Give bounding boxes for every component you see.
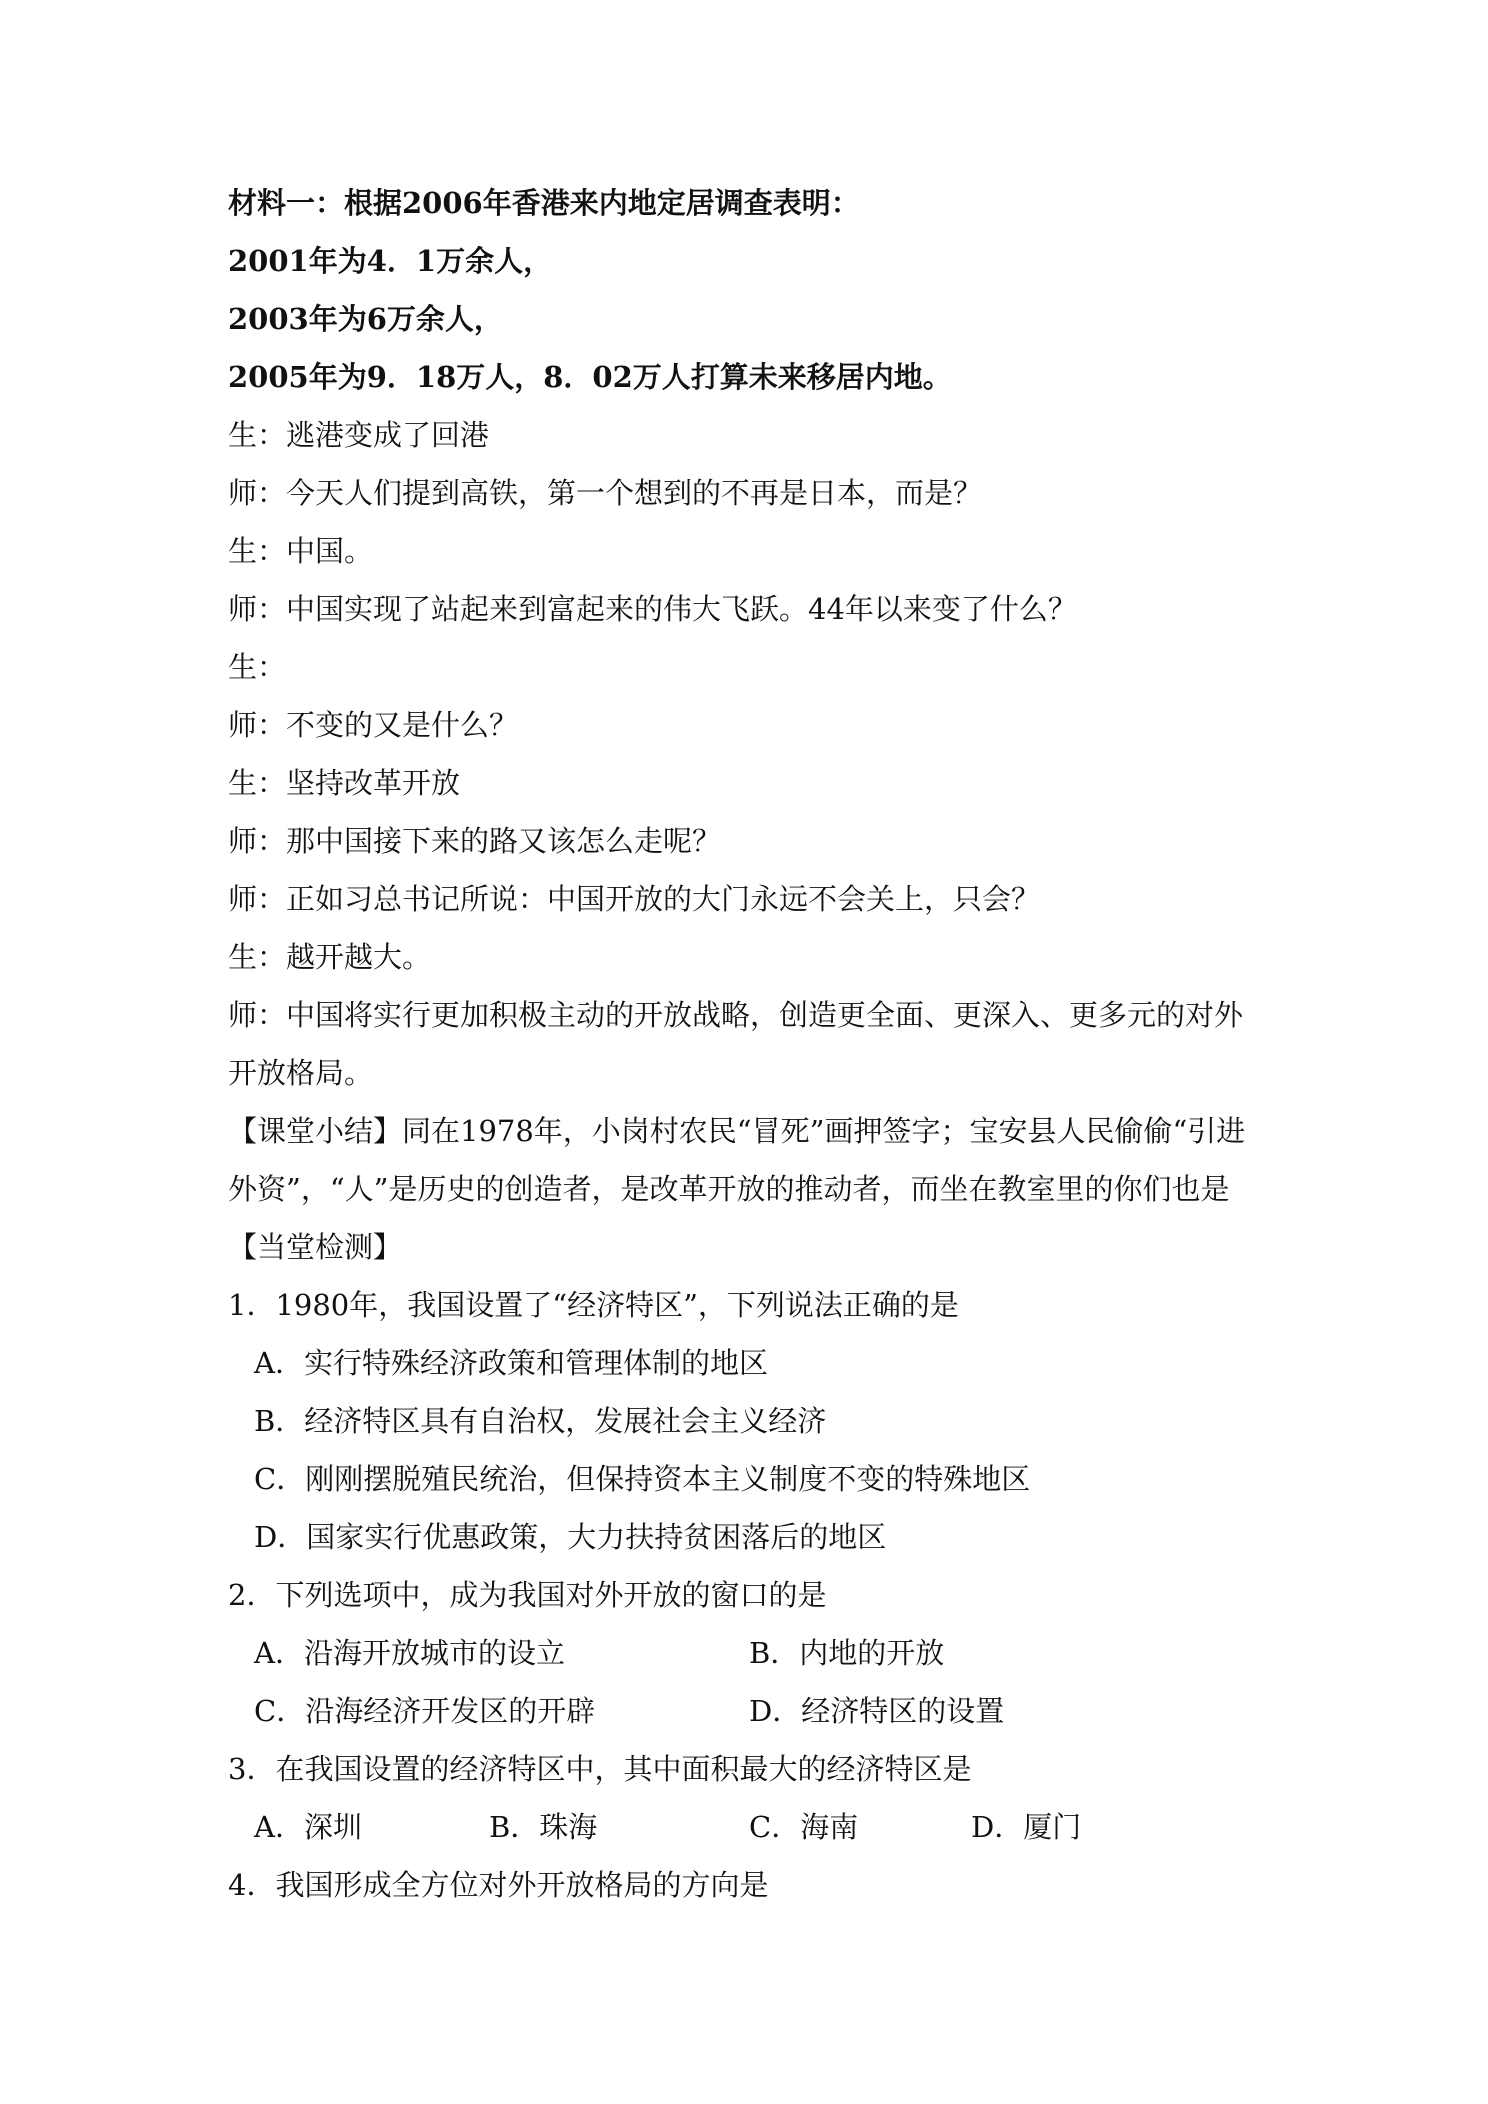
question-1-option-b: B．经济特区具有自治权，发展社会主义经济 <box>254 1404 827 1438</box>
question-3-option-a: A．深圳 <box>254 1810 362 1844</box>
material-line-2005: 2005年为9．18万人，8．02万人打算未来移居内地。 <box>228 360 952 394</box>
quiz-heading: 【当堂检测】 <box>228 1230 403 1264</box>
question-2-stem: 2．下列选项中，成为我国对外开放的窗口的是 <box>228 1578 827 1612</box>
material-title: 材料一：根据2006年香港来内地定居调查表明： <box>228 186 860 220</box>
dialogue-line: 生： <box>228 650 287 684</box>
question-3-option-c: C．海南 <box>749 1810 859 1844</box>
question-1-option-d: D．国家实行优惠政策，大力扶持贫困落后的地区 <box>254 1520 887 1554</box>
dialogue-line: 师：不变的又是什么？ <box>228 708 519 742</box>
question-1-option-c: C．刚刚摆脱殖民统治，但保持资本主义制度不变的特殊地区 <box>254 1462 1031 1496</box>
question-2-option-a: A．沿海开放城市的设立 <box>254 1636 565 1670</box>
dialogue-line: 师：今天人们提到高铁，第一个想到的不再是日本，而是？ <box>228 476 983 510</box>
question-3-option-d: D．厦门 <box>971 1810 1082 1844</box>
dialogue-line: 生：坚持改革开放 <box>228 766 461 800</box>
dialogue-line: 师：正如习总书记所说：中国开放的大门永远不会关上，只会？ <box>228 882 1041 916</box>
dialogue-line: 生：逃港变成了回港 <box>228 418 490 452</box>
question-1-option-a: A．实行特殊经济政策和管理体制的地区 <box>254 1346 768 1380</box>
dialogue-line: 开放格局。 <box>228 1056 374 1090</box>
question-3-stem: 3．在我国设置的经济特区中，其中面积最大的经济特区是 <box>228 1752 972 1786</box>
question-3-option-b: B．珠海 <box>489 1810 598 1844</box>
material-line-2003: 2003年为6万余人， <box>228 302 503 336</box>
question-2-option-c: C．沿海经济开发区的开辟 <box>254 1694 596 1728</box>
material-line-2001: 2001年为4．1万余人， <box>228 244 553 278</box>
summary-line-1: 【课堂小结】同在1978年，小岗村农民“冒死”画押签字；宝安县人民偷偷“引进 <box>228 1114 1246 1148</box>
question-2-option-d: D．经济特区的设置 <box>749 1694 1005 1728</box>
question-2-option-b: B．内地的开放 <box>749 1636 945 1670</box>
question-4-stem: 4．我国形成全方位对外开放格局的方向是 <box>228 1868 769 1902</box>
dialogue-line: 生：中国。 <box>228 534 374 568</box>
dialogue-line: 师：那中国接下来的路又该怎么走呢？ <box>228 824 722 858</box>
dialogue-line: 师：中国实现了站起来到富起来的伟大飞跃。44年以来变了什么？ <box>228 592 1077 626</box>
dialogue-line: 生：越开越大。 <box>228 940 432 974</box>
summary-line-2: 外资”，“人”是历史的创造者，是改革开放的推动者，而坐在教室里的你们也是 <box>228 1172 1230 1206</box>
question-1-stem: 1．1980年，我国设置了“经济特区”，下列说法正确的是 <box>228 1288 959 1322</box>
dialogue-line: 师：中国将实行更加积极主动的开放战略，创造更全面、更深入、更多元的对外 <box>228 998 1244 1032</box>
